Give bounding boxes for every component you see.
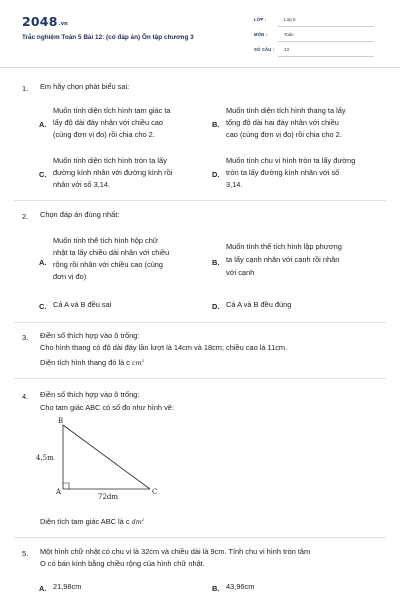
- meta-subject: MÔN : Toán: [254, 29, 374, 42]
- divider: [14, 322, 386, 323]
- meta-question-count: SỐ CÂU : 13: [254, 44, 374, 57]
- answer-unit: $cm^2$: [132, 358, 145, 368]
- base-label: 72dm: [98, 493, 119, 501]
- question-prompt: Em hãy chọn phát biểu sai:: [40, 82, 130, 91]
- question-number: 2.: [22, 212, 29, 221]
- answer-unit: $dm^2$: [131, 517, 145, 527]
- question-prompt: Chọn đáp án đúng nhất:: [40, 210, 120, 219]
- vertex-c-label: C: [152, 488, 158, 496]
- page-header: [0, 0, 400, 68]
- site-logo[interactable]: 2048.vn: [22, 14, 68, 29]
- vertex-a-label: A: [56, 488, 62, 496]
- divider: [14, 200, 386, 201]
- question-number: 3.: [22, 333, 29, 342]
- question-number: 1.: [22, 84, 29, 93]
- question-number: 4.: [22, 392, 29, 401]
- meta-class: LỚP : Lớp 5: [254, 14, 374, 27]
- height-label: 4,5m: [36, 454, 54, 462]
- divider: [14, 537, 386, 538]
- vertex-b-label: B: [58, 417, 64, 425]
- divider: [14, 378, 386, 379]
- triangle-figure: [30, 415, 180, 505]
- question-number: 5.: [22, 549, 29, 558]
- page-title: Trắc nghiệm Toán 5 Bài 12: (có đáp án) Ôn tập chương 3: [22, 34, 194, 41]
